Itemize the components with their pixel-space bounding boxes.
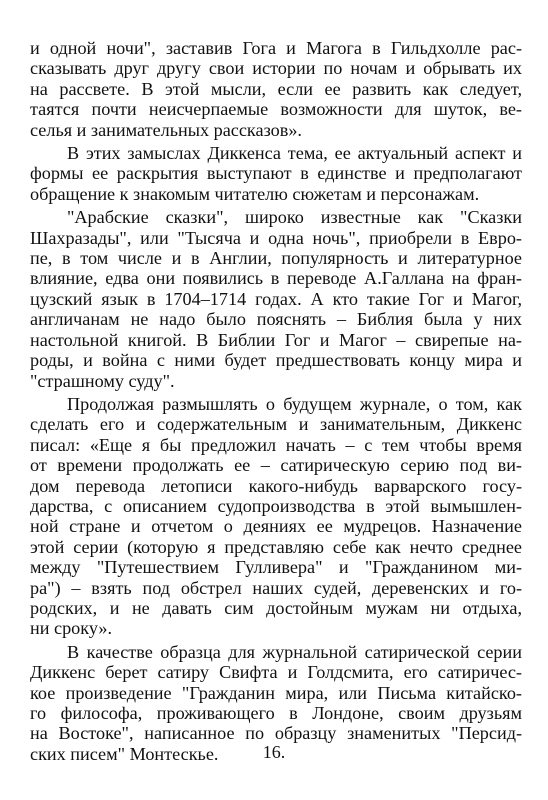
text-line: ной стране и отчетом о деяниях ее мудрецов. Назначение	[30, 516, 522, 537]
text-line: роды, и война с ними будет предшествовать концу мира и	[30, 350, 522, 371]
text-line: влияние, едва они появились в переводе А.Галлана на фран-	[30, 268, 522, 289]
text-line: Продолжая размышлять о будущем журнале, о том, как	[67, 393, 522, 414]
text-line: ских писем" Монтескье.	[30, 743, 219, 764]
text-line: дарства, с описанием судопроизводства в этой вымышлен-	[30, 495, 522, 516]
text-line: настольной книгой. В Библии Гог и Магог – свирепые на-	[30, 329, 522, 350]
text-line: "страшному суду".	[30, 370, 175, 391]
paragraph	[30, 143, 522, 204]
text-line: таятся почти неисчерпаемые возможности для шуток, ве-	[30, 99, 522, 120]
text-line: на рассвете. В этой мысли, если ее развить как следует,	[30, 78, 522, 99]
text-line: ни сроку».	[30, 618, 113, 639]
page-number: 16.	[262, 742, 286, 762]
text-line: "Арабские сказки", широко известные как "Сказки	[67, 207, 522, 228]
text-line: сделать его и содержательным и занимательным, Диккенс	[30, 414, 522, 435]
text-line: между "Путешествием Гулливера" и "Гражданином ми-	[30, 557, 522, 578]
text-line: дом перевода летописи какого-нибудь варварского госу-	[30, 475, 522, 496]
body-text	[30, 38, 522, 767]
text-line: селья и занимательных рассказов».	[30, 119, 302, 140]
text-line: англичанам не надо было пояснять – Библия была у них	[30, 309, 522, 330]
text-line: от времени продолжать ее – сатирическую серию под ви-	[30, 455, 522, 476]
paragraph	[30, 207, 522, 391]
text-line: писал: «Еще я бы предложил начать – с тем чтобы время	[30, 434, 522, 455]
text-line: обращение к знакомым читателю сюжетам и персонажам.	[30, 183, 480, 204]
paragraph	[30, 38, 522, 140]
text-line: пе, в том числе и в Англии, популярность и литературное	[30, 248, 522, 269]
text-line: Шахразады", или "Тысяча и одна ночь", приобрели в Евро-	[30, 227, 522, 248]
text-line: В качестве образца для журнальной сатирической серии	[67, 641, 522, 662]
text-line: сказывать друг другу свои истории по ночам и обрывать их	[30, 58, 522, 79]
text-line: цузский язык в 1704–1714 годах. А кто такие Гог и Магог,	[30, 288, 522, 309]
text-line: родских, и не давать сим достойным мужам ни отдыха,	[30, 597, 522, 618]
text-line: на Востоке", написанное по образцу знаменитых "Персид-	[30, 723, 522, 744]
text-line: го философа, проживающего в Лондоне, своим друзьям	[30, 703, 522, 723]
text-line: Диккенс берет сатиру Свифта и Голдсмита, его сатиричес-	[30, 662, 522, 683]
text-line: кое произведение "Гражданин мира, или Письма китайско-	[30, 682, 522, 703]
text-line: ра") – взять под обстрел наших судей, деревенских и го-	[30, 577, 522, 598]
text-line: формы ее раскрытия выступают в единстве и предполагают	[30, 163, 522, 184]
text-line: В этих замыслах Диккенса тема, ее актуальный аспект и	[67, 143, 522, 164]
paragraph	[30, 394, 522, 639]
text-line: этой серии (которую я представляю себе как нечто среднее	[30, 536, 522, 557]
text-line: и одной ночи", заставив Гога и Магога в Гильдхолле рас-	[30, 38, 522, 58]
